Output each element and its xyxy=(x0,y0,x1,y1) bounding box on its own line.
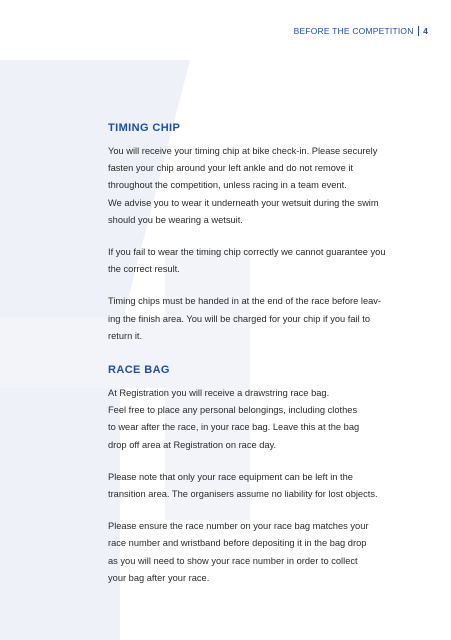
paragraph xyxy=(108,385,428,454)
text-line: Feel free to place any personal belongings, including clothes xyxy=(108,405,358,416)
text-line: We advise you to wear it underneath your wetsuit during the swim xyxy=(108,197,379,208)
paragraph xyxy=(108,518,428,587)
text-line: If you fail to wear the timing chip correctly we cannot guarantee you xyxy=(108,247,386,258)
page-number: 4 xyxy=(423,26,428,36)
page-header xyxy=(294,26,428,36)
paragraph xyxy=(108,143,428,229)
main-content xyxy=(108,118,428,602)
text-line: At Registration you will receive a drawstring race bag. xyxy=(108,388,330,399)
text-line: drop off area at Registration on race day. xyxy=(108,439,277,450)
paragraph xyxy=(108,293,428,345)
text-line: to wear after the race, in your race bag. Leave this at the bag xyxy=(108,422,360,433)
header-separator xyxy=(418,26,420,36)
text-line: the correct result. xyxy=(108,264,180,275)
text-line: You will receive your timing chip at bike check-in. Please securely xyxy=(108,146,378,156)
text-line: Please ensure the race number on your race bag matches your xyxy=(108,521,369,532)
section-heading: RACE BAG xyxy=(108,364,170,377)
text-line: ing the finish area. You will be charged for your chip if you fail to xyxy=(108,313,371,324)
text-line: throughout the competition, unless racing in a team event. xyxy=(108,180,347,191)
paragraph xyxy=(108,244,428,278)
section-race-bag xyxy=(108,360,428,587)
text-line: Timing chips must be handed in at the end of the race before leav- xyxy=(108,296,382,307)
text-line: should you be wearing a wetsuit. xyxy=(108,214,243,225)
text-line: return it. xyxy=(108,330,143,341)
text-line: race number and wristband before depositing it in the bag drop xyxy=(108,538,367,549)
section-heading: TIMING CHIP xyxy=(108,122,181,134)
text-line: Please note that only your race equipment can be left in the xyxy=(108,471,353,482)
header-section-title: BEFORE THE COMPETITION xyxy=(293,26,414,36)
text-line: your bag after your race. xyxy=(108,572,210,583)
text-line: fasten your chip around your left ankle and do not remove it xyxy=(108,163,353,174)
text-line: transition area. The organisers assume no liability for lost objects. xyxy=(108,489,378,500)
text-line: as you will need to show your race number in order to collect xyxy=(108,555,358,566)
paragraph xyxy=(108,469,428,503)
section-timing-chip xyxy=(108,118,428,345)
